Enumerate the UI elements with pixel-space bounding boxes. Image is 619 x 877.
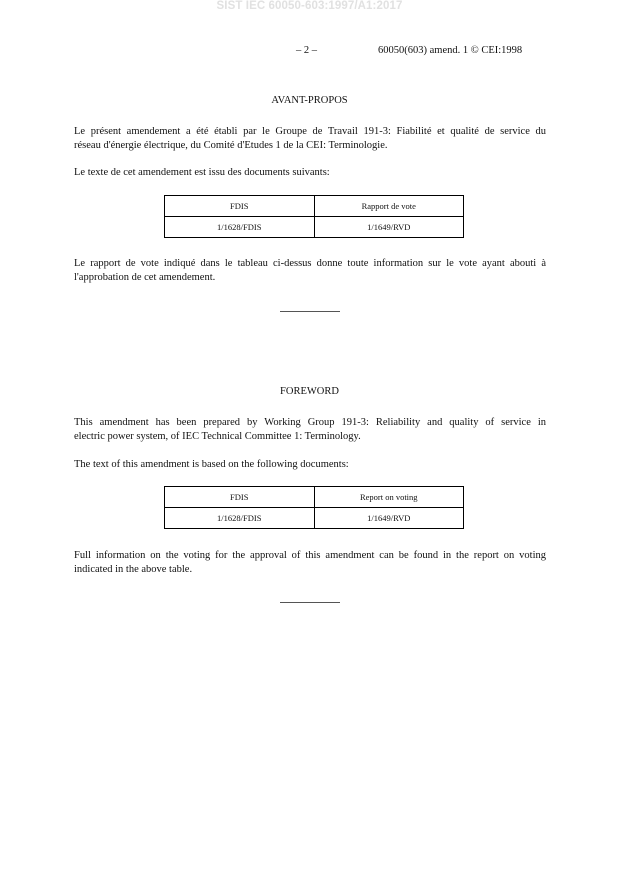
- french-paragraph-1: [74, 125, 546, 152]
- table-cell-vote-report: 1/1649/RVD: [314, 217, 464, 238]
- page-number: – 2 –: [296, 45, 317, 56]
- english-paragraph-1: [74, 416, 546, 443]
- english-documents-table: [164, 486, 464, 529]
- french-paragraph-3: [74, 257, 546, 284]
- table-header-vote-report: Report on voting: [314, 487, 464, 508]
- english-paragraph-1-line-1: This amendment has been prepared by Working Group 191-3: Reliability and quality of service in: [74, 417, 546, 428]
- watermark: SIST IEC 60050-603:1997/A1:2017: [216, 0, 403, 12]
- section-title-french: AVANT-PROPOS: [271, 95, 348, 106]
- table-header-fdis: FDIS: [165, 487, 315, 508]
- english-paragraph-3-line-2: indicated in the above table.: [74, 563, 193, 575]
- table-header-vote-report: Rapport de vote: [314, 196, 464, 217]
- table-row: [165, 217, 464, 238]
- table-row: [165, 508, 464, 529]
- section-divider: [280, 311, 340, 312]
- french-paragraph-3-line-1: Le rapport de vote indiqué dans le tableau ci-dessus donne toute information sur le vote ayant abouti à: [74, 258, 546, 269]
- french-documents-table: [164, 195, 464, 238]
- table-header-row: [165, 487, 464, 508]
- french-paragraph-1-line-2: réseau d'énergie électrique, du Comité d'Etudes 1 de la CEI: Terminologie.: [74, 139, 388, 151]
- french-paragraph-3-line-2: l'approbation de cet amendement.: [74, 271, 216, 283]
- table-cell-fdis: 1/1628/FDIS: [165, 217, 315, 238]
- english-paragraph-2: The text of this amendment is based on the following documents:: [74, 459, 349, 470]
- table-header-fdis: FDIS: [165, 196, 315, 217]
- english-paragraph-3-line-1: Full information on the voting for the approval of this amendment can be found in the report on voting: [74, 550, 546, 561]
- french-paragraph-2: Le texte de cet amendement est issu des documents suivants:: [74, 167, 330, 178]
- table-cell-vote-report: 1/1649/RVD: [314, 508, 464, 529]
- section-divider: [280, 602, 340, 603]
- french-paragraph-1-line-1: Le présent amendement a été établi par le Groupe de Travail 191-3: Fiabilité et qualité de service du: [74, 126, 546, 137]
- document-reference: 60050(603) amend. 1 © CEI:1998: [378, 45, 523, 56]
- english-paragraph-3: [74, 549, 546, 576]
- table-cell-fdis: 1/1628/FDIS: [165, 508, 315, 529]
- english-paragraph-1-line-2: electric power system, of IEC Technical Committee 1: Terminology.: [74, 430, 361, 442]
- section-title-english: FOREWORD: [280, 386, 339, 397]
- table-header-row: [165, 196, 464, 217]
